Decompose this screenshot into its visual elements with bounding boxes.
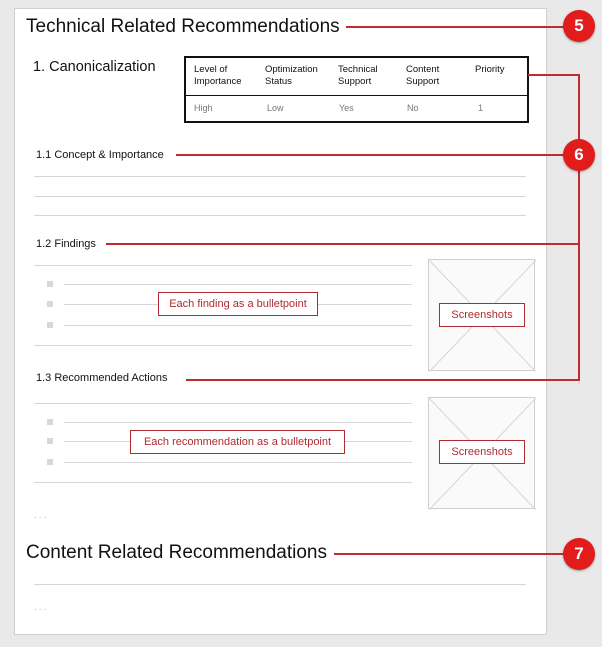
placeholder-line xyxy=(34,265,412,266)
marker-7: 7 xyxy=(563,538,595,570)
technical-section-title: Technical Related Recommendations xyxy=(26,16,340,37)
marker-6-connector-table xyxy=(528,74,580,76)
marker-6-connector-findings xyxy=(106,243,580,245)
bullet-marker xyxy=(47,301,53,307)
ellipsis-indicator: ... xyxy=(34,510,49,521)
table-cell-content: No xyxy=(407,103,419,113)
marker-6: 6 xyxy=(563,139,595,171)
ellipsis-indicator: ... xyxy=(34,602,49,613)
placeholder-line xyxy=(34,196,526,197)
table-cell-priority: 1 xyxy=(478,103,484,113)
placeholder-line xyxy=(64,462,412,463)
marker-7-connector xyxy=(334,553,570,555)
marker-6-connector-vertical xyxy=(578,74,580,381)
placeholder-line xyxy=(34,345,412,346)
placeholder-line xyxy=(34,215,526,216)
table-cell-importance: High xyxy=(194,103,213,113)
table-header-status: Optimization Status xyxy=(265,64,318,87)
marker-5-connector xyxy=(346,26,570,28)
canonicalization-table xyxy=(184,56,529,123)
placeholder-line xyxy=(34,482,412,483)
placeholder-line xyxy=(34,403,412,404)
concept-heading: 1.1 Concept & Importance xyxy=(36,149,164,161)
bullet-marker xyxy=(47,459,53,465)
placeholder-line xyxy=(64,422,412,423)
table-header-technical: Technical Support xyxy=(338,64,378,87)
table-header-row xyxy=(186,58,527,96)
canonicalization-heading: 1. Canonicalization xyxy=(33,59,156,75)
findings-callout: Each finding as a bulletpoint xyxy=(158,292,318,316)
table-header-priority: Priority xyxy=(475,64,505,75)
placeholder-line xyxy=(64,284,412,285)
bullet-marker xyxy=(47,322,53,328)
recommended-actions-heading: 1.3 Recommended Actions xyxy=(36,372,168,384)
findings-heading: 1.2 Findings xyxy=(36,238,96,250)
placeholder-line xyxy=(34,176,526,177)
recommendations-callout: Each recommendation as a bulletpoint xyxy=(130,430,345,454)
table-header-importance: Level of Importance xyxy=(194,64,242,87)
screenshot-callout-actions: Screenshots xyxy=(439,440,525,464)
bullet-marker xyxy=(47,281,53,287)
table-header-content: Content Support xyxy=(406,64,440,87)
marker-6-connector-actions xyxy=(186,379,580,381)
marker-5: 5 xyxy=(563,10,595,42)
content-section-title: Content Related Recommendations xyxy=(26,542,328,563)
bullet-marker xyxy=(47,419,53,425)
table-cell-status: Low xyxy=(267,103,284,113)
table-cell-technical: Yes xyxy=(339,103,354,113)
placeholder-line xyxy=(64,325,412,326)
marker-6-connector-concept xyxy=(176,154,570,156)
screenshot-callout-findings: Screenshots xyxy=(439,303,525,327)
bullet-marker xyxy=(47,438,53,444)
placeholder-line xyxy=(34,584,526,585)
